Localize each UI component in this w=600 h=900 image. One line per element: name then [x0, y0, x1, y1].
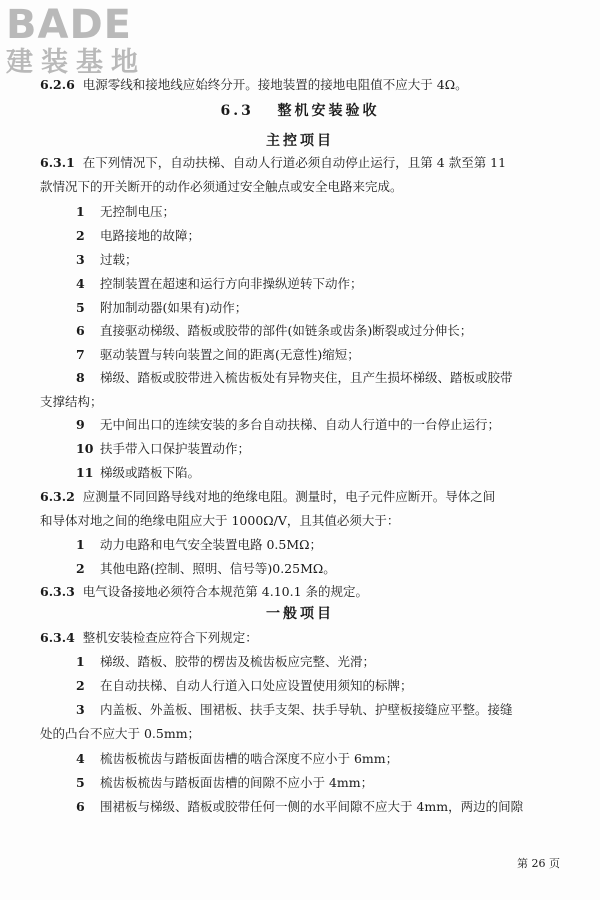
clause-text: 电气设备接地必须符合本规范第 4.10.1 条的规定。 — [82, 584, 369, 599]
item-text: 无中间出口的连续安装的多台自动扶梯、自动人行道中的一台停止运行； — [100, 417, 501, 432]
list-item — [76, 251, 560, 269]
item-text: 控制装置在超速和运行方向非操纵逆转下动作； — [100, 276, 363, 291]
item-text: 内盖板、外盖板、围裙板、扶手支架、扶手导轨、护壁板接缝应平整。接缝 — [100, 702, 513, 717]
list-item — [76, 750, 560, 768]
list-item — [76, 653, 560, 671]
item-text: 电路接地的故障； — [100, 228, 201, 243]
logo-latin: BADE — [6, 2, 132, 48]
subheading-general: 一般项目 — [266, 606, 334, 622]
clause-text: 应测量不同回路导线对地的绝缘电阻。测量时，电子元件应断开。导体之间 — [82, 489, 496, 504]
item-number: 2 — [76, 228, 85, 243]
item-text: 扶手带入口保护装置动作； — [100, 441, 251, 456]
list-item — [76, 560, 560, 578]
clause-number: 6.3.2 — [40, 489, 75, 504]
clause-6-3-1 — [40, 154, 560, 172]
clause-number: 6.3.4 — [40, 630, 75, 645]
item-number: 1 — [76, 537, 85, 552]
list-item — [76, 275, 560, 293]
list-item — [76, 774, 560, 792]
item-text: 无控制电压； — [100, 204, 176, 219]
item-text: 梯级、踏板或胶带进入梳齿板处有异物夹住，且产生损坏梯级、踏板或胶带 — [100, 370, 513, 385]
item-number: 2 — [76, 561, 85, 576]
list-item — [76, 798, 560, 816]
item-number: 1 — [76, 654, 85, 669]
list-item — [76, 416, 560, 434]
item-number: 6 — [76, 799, 85, 814]
item-text: 动力电路和电气安全装置电路 0.5MΩ； — [100, 537, 323, 552]
clause-text: 电源零线和接地线应始终分开。接地装置的接地电阻值不应大于 4Ω。 — [82, 77, 468, 92]
item-number: 3 — [76, 252, 85, 267]
list-item — [76, 536, 560, 554]
list-item — [76, 701, 560, 719]
clause-6-2-6 — [40, 76, 560, 94]
item-text: 梯级、踏板、胶带的楞齿及梳齿板应完整、光滑； — [100, 654, 376, 669]
list-item — [76, 440, 560, 458]
clause-text: 整机安装检查应符合下列规定： — [82, 630, 258, 645]
item-number: 3 — [76, 702, 85, 717]
item-text: 其他电路(控制、照明、信号等)0.25MΩ。 — [100, 561, 336, 576]
list-item — [76, 464, 560, 482]
clause-text: 在下列情况下，自动扶梯、自动人行道必须自动停止运行，且第 4 款至第 11 — [82, 155, 507, 170]
item-text: 梳齿板梳齿与踏板面齿槽的啮合深度不应小于 6mm； — [100, 751, 399, 766]
item-number: 2 — [76, 678, 85, 693]
clause-6-3-4 — [40, 629, 560, 647]
section-title — [0, 101, 600, 121]
item-number: 8 — [76, 370, 85, 385]
item-text: 在自动扶梯、自动人行道入口处应设置使用须知的标牌； — [100, 678, 413, 693]
list-item — [76, 677, 560, 695]
item-number: 11 — [76, 465, 94, 480]
item-text: 直接驱动梯级、踏板或胶带的部件(如链条或齿条)断裂或过分伸长； — [100, 323, 473, 338]
item-text: 围裙板与梯级、踏板或胶带任何一侧的水平间隙不应大于 4mm，两边的间隙 — [100, 799, 524, 814]
list-item — [76, 203, 560, 221]
item-number: 5 — [76, 775, 85, 790]
list-item — [76, 322, 560, 340]
item-number: 7 — [76, 347, 85, 362]
logo-cjk: 建装基地 — [6, 47, 146, 78]
item-number: 6 — [76, 323, 85, 338]
clause-number: 6.3.1 — [40, 155, 75, 170]
clause-6-3-3 — [40, 583, 560, 601]
list-item-cont: 处的凸台不应大于 0.5mm； — [40, 726, 201, 741]
watermark-logo — [6, 4, 196, 86]
section-number: 6.3 — [220, 103, 254, 119]
subheading-main-control: 主控项目 — [266, 133, 334, 149]
clause-number: 6.3.3 — [40, 584, 75, 599]
item-number: 4 — [76, 751, 85, 766]
list-item — [76, 346, 560, 364]
clause-text-cont: 和导体对地之间的绝缘电阻应大于 1000Ω/V，且其值必须大于： — [40, 513, 400, 528]
item-text: 过载； — [100, 252, 138, 267]
item-number: 4 — [76, 276, 85, 291]
clause-number: 6.2.6 — [40, 77, 75, 92]
item-number: 10 — [76, 441, 94, 456]
item-text: 梳齿板梳齿与踏板面齿槽的间隙不应小于 4mm； — [100, 775, 374, 790]
item-number: 5 — [76, 300, 85, 315]
list-item-cont: 支撑结构； — [40, 394, 103, 409]
list-item — [76, 299, 560, 317]
clause-6-3-2 — [40, 488, 560, 506]
clause-text-cont: 款情况下的开关断开的动作必须通过安全触点或安全电路来完成。 — [40, 179, 403, 194]
list-item — [76, 369, 560, 387]
page-number: 第 26 页 — [517, 857, 560, 870]
item-text: 梯级或踏板下陷。 — [100, 465, 201, 480]
item-number: 1 — [76, 204, 85, 219]
item-text: 附加制动器(如果有)动作； — [100, 300, 248, 315]
list-item — [76, 227, 560, 245]
item-text: 驱动装置与转向装置之间的距离(无意性)缩短； — [100, 347, 360, 362]
section-title-text: 整机安装验收 — [277, 103, 380, 119]
item-number: 9 — [76, 417, 85, 432]
